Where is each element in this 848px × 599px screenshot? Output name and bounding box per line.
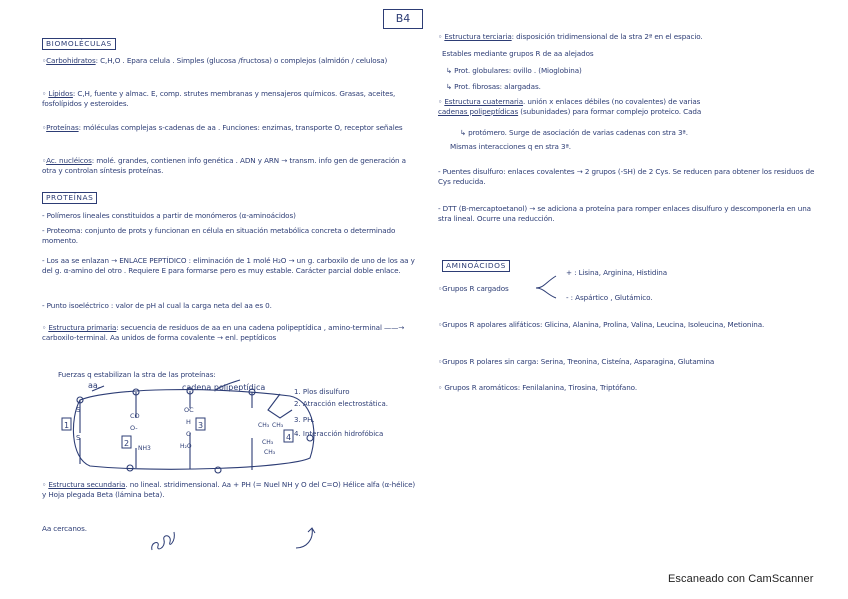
brace-cargados <box>534 272 564 302</box>
label-terciaria: Estructura terciaria <box>444 32 512 41</box>
group-h2o: H₂O <box>180 443 192 450</box>
group-oc: OC <box>184 406 194 414</box>
group-s1: S <box>76 406 81 414</box>
bio-item-carbohidratos: ◦Carbohidratos: C,H,O . Epara celula . Simples (glucosa /fructosa) o complejos (almidón / celulosa) <box>42 56 388 65</box>
group-co: CO <box>130 412 140 420</box>
group-ch3-c: CH₃ <box>262 439 274 446</box>
terciaria-line-1: Estables mediante grupos R de aa alejados <box>442 49 594 58</box>
heading-aminoacidos: AMINOÁCIDOS <box>442 260 510 272</box>
mark-3: 3 <box>198 421 204 430</box>
terciaria-line-3: ↳ Prot. fibrosas: alargadas. <box>446 82 541 91</box>
heading-biomoleculas: BIOMOLÉCULAS <box>42 38 116 50</box>
legend-2: 2. Atracción electrostática. <box>294 400 388 408</box>
heading-proteinas: PROTEÍNAS <box>42 192 97 204</box>
aa-cargados-negativos: - : Aspártico , Glutámico. <box>566 293 653 302</box>
text-polares: Grupos R polares sin carga: Serina, Treonina, Cisteína, Asparagina, Glutamina <box>442 357 715 366</box>
group-o2: O <box>186 430 192 438</box>
mark-2: 2 <box>124 439 130 448</box>
page-number: B4 <box>383 9 423 29</box>
legend-4: 4. Interacción hidrofóbica <box>294 430 384 438</box>
group-ch3-b: CH₃ <box>272 422 284 429</box>
group-h1: H <box>186 418 191 426</box>
aa-aromaticos: ◦ Grupos R aromáticos: Fenilalanina, Tirosina, Triptófano. <box>438 383 638 392</box>
label-secundaria: Estructura secundaria <box>48 480 126 489</box>
label-cuaternaria: Estructura cuaternaria <box>444 97 524 106</box>
mark-1: 1 <box>64 421 70 430</box>
dtt-item: - DTT (B-mercaptoetanol) → se adiciona a proteína para romper enlaces disulfuro y descomponerla en una stra lineal. Ocurre una reducción. <box>438 204 811 223</box>
bio-item-proteinas: ◦Proteínas: móléculas complejas s-cadenas de aa . Funciones: enzimas, transporte O, receptor señales <box>42 123 403 132</box>
prot-item-polimeros: - Polímeros lineales constituidos a partir de monómeros (α-aminoácidos) <box>42 211 296 220</box>
group-nh3: NH3 <box>138 445 151 452</box>
group-ch3-d: CH₃ <box>264 449 276 456</box>
label-lipidos: Lípidos <box>48 89 73 98</box>
prot-item-enlace: - Los aa se enlazan → ENLACE PEPTÍDICO : eliminación de 1 molé H₂O → un g. carboxilo de uno de los aa y del g. α-amino del otro . Requiere E para formarse pero es muy estable. Carácter parcial doble enlace. <box>42 256 415 275</box>
figure-caption: Fuerzas q estabilizan la stra de las proteínas: <box>58 370 216 379</box>
label-aa: aa. <box>88 381 101 390</box>
text-primaria: : secuencia de residuos de aa en una cadena polipeptídica , amino-terminal ——→ carboxilo-terminal. Aa unidos de forma covalente → enl. peptídicos <box>42 323 405 342</box>
protein-structure-sketch <box>40 378 420 478</box>
text-acnucleicos: : molé. grandes, contienen info genética . ADN y ARN → transm. info gen de generación a otra y controlan síntesis proteínas. <box>42 156 406 175</box>
label-cargados: Grupos R cargados <box>442 284 509 293</box>
secundaria-extra: Aa cercanos. <box>42 524 87 533</box>
aa-cargados-positivos: + : Lisina, Arginina, Histidina <box>566 268 668 277</box>
prot-item-primaria: ◦ Estructura primaria: secuencia de residuos de aa en una cadena polipeptídica , amino-terminal ——→ carboxilo-terminal. Aa unidos de forma covalente → enl. peptídicos <box>42 323 405 342</box>
bio-item-acnucleicos: ◦Ac. nucléicos: molé. grandes, contienen info genética . ADN y ARN → transm. info gen de generación a otra y controlan síntesis proteínas. <box>42 156 406 175</box>
text-secundaria: . no lineal. stridimensional. Aa + PH (= Nuel NH y O del C=O) Hélice alfa (α-hélice) y Hoja plegada Beta (lámina beta). <box>42 480 416 499</box>
aa-apolares: ◦Grupos R apolares alifáticos: Glicina, Alanina, Prolina, Valina, Leucina, Isoleucina, Metionina. <box>438 320 765 329</box>
label-primaria: Estructura primaria <box>48 323 117 332</box>
prot-item-isoelectrico: - Punto isoeléctrico : valor de pH al cual la carga neta del aa es 0. <box>42 301 272 310</box>
prot-item-secundaria: ◦ Estructura secundaria. no lineal. stridimensional. Aa + PH (= Nuel NH y O del C=O) Hélice alfa (α-hélice) y Hoja plegada Beta (lámina beta). <box>42 480 416 499</box>
group-o: O- <box>130 424 138 432</box>
text-terciaria: : disposición tridimensional de la stra 2ª en el espacio. <box>511 32 703 41</box>
mark-4: 4 <box>286 433 292 442</box>
terciaria-line-2: ↳ Prot. globulares: ovillo . (Mioglobina) <box>446 66 582 75</box>
cuaternaria-line-1: ↳ protómero. Surge de asociación de varias cadenas con stra 3ª. <box>460 128 688 137</box>
label-carbohidratos: Carbohidratos <box>46 56 96 65</box>
label-acnucleicos: Ac. nucléicos <box>46 156 92 165</box>
bio-item-lipidos: ◦ Lípidos: C,H, fuente y almac. E, comp. strutes membranas y mensajeros químicos. Grasas, aceites, fosfolípidos y esteroides. <box>42 89 396 108</box>
text-cuaternaria: . unión x enlaces débiles (no covalentes) de varias <box>523 97 701 106</box>
label-cadenas: cadenas polipeptídicas <box>438 106 519 116</box>
cuaternaria-block: ◦ Estructura cuaternaria. unión x enlaces débiles (no covalentes) de varias cadenas polipeptídicas (subunidades) para formar complejo proteico. Cada <box>438 97 702 116</box>
text-carbohidratos: : C,H,O . Epara celula . Simples (glucosa /fructosa) o complejos (almidón / celulosa) <box>95 56 388 65</box>
aa-polares: ◦Grupos R polares sin carga: Serina, Treonina, Cisteína, Asparagina, Glutamina <box>438 357 715 366</box>
text-proteinas: : móléculas complejas s-cadenas de aa . Funciones: enzimas, transporte O, receptor señales <box>78 123 403 132</box>
helix-doodle <box>148 528 178 554</box>
puentes-disulfuro: - Puentes disulfuro: enlaces covalentes → 2 grupos (-SH) de 2 Cys. Se reducen para obtener los residuos de Cys reducida. <box>438 167 815 186</box>
prot-item-proteoma: - Proteoma: conjunto de prots y funcionan en célula en situación metabólica concreta o determinado momento. <box>42 226 396 245</box>
group-ch3-a: CH₃ <box>258 422 270 429</box>
aa-cargados: ◦Grupos R cargados <box>438 284 509 293</box>
label-chain: cadena polipeptídica <box>182 383 266 392</box>
text-aromaticos: Grupos R aromáticos: Fenilalanina, Tirosina, Triptófano. <box>444 383 638 392</box>
scanner-watermark: Escaneado con CamScanner <box>668 573 814 585</box>
cuaternaria-line-2: Mismas interacciones q en stra 3ª. <box>450 142 571 151</box>
text-cuaternaria-2: (subunidades) para formar complejo proteico. Cada <box>518 106 702 116</box>
group-s2: S <box>76 434 81 442</box>
terciaria-block: ◦ Estructura terciaria: disposición tridimensional de la stra 2ª en el espacio. <box>438 32 703 41</box>
arrow-doodle <box>292 524 320 552</box>
label-proteinas: Proteínas <box>46 123 79 132</box>
legend-3: 3. PH. <box>294 416 315 424</box>
text-apolares: Grupos R apolares alifáticos: Glicina, Alanina, Prolina, Valina, Leucina, Isoleucina, Metionina. <box>442 320 765 329</box>
text-lipidos: : C,H, fuente y almac. E, comp. strutes membranas y mensajeros químicos. Grasas, aceites, fosfolípidos y esteroides. <box>42 89 396 108</box>
legend-1: 1. Plos disulfuro <box>294 388 350 396</box>
